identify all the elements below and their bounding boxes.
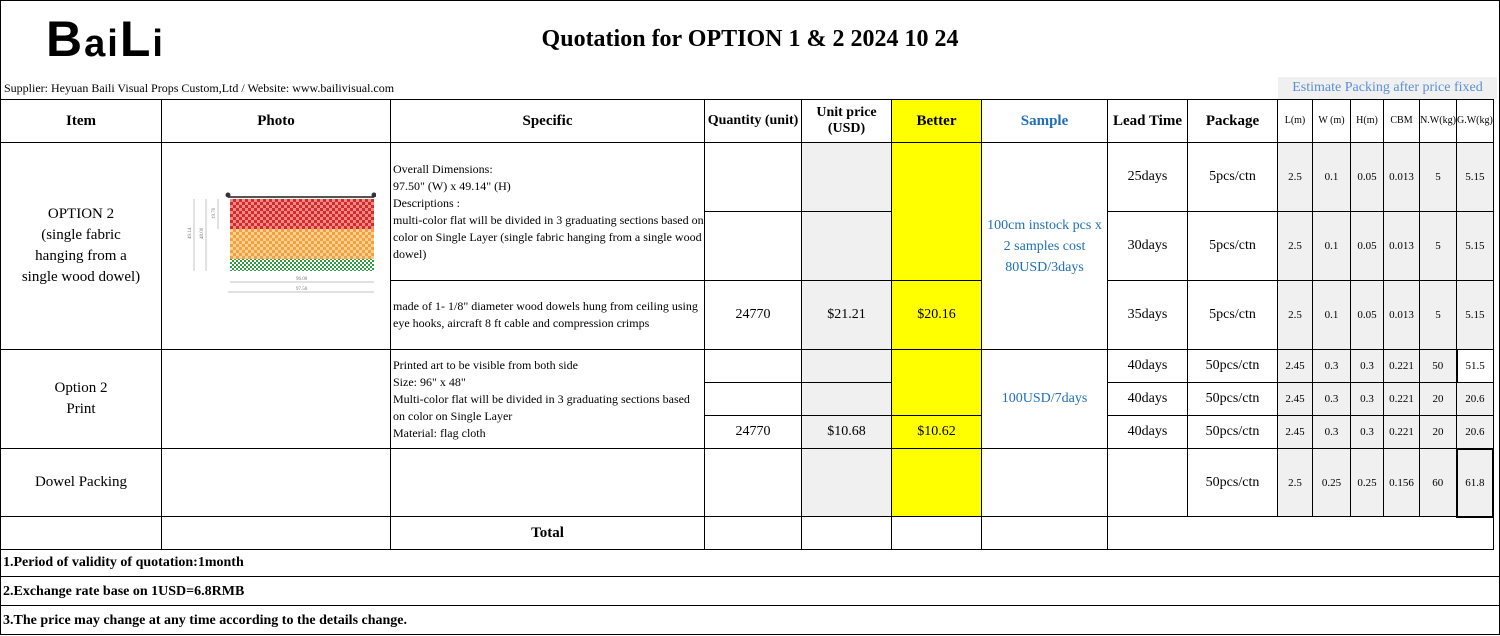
nw-cell: 50 — [1420, 350, 1457, 383]
item-cell: OPTION 2 (single fabric hanging from a single wood dowel) — [1, 143, 162, 350]
h-cell: 0.05 — [1351, 281, 1384, 350]
total-row — [1, 517, 1494, 550]
gw-cell: 61.8 — [1457, 449, 1494, 517]
spec-cell: Overall Dimensions: 97.50" (W) x 49.14" (H) Descriptions : multi-color flat will be divided in 3 graduating sections based on color on Single Layer (single fabric hanging from a single wood dowel) — [391, 143, 705, 281]
header-row — [1, 100, 1494, 143]
col-gw: G.W(kg) — [1457, 100, 1494, 143]
w-cell: 0.25 — [1313, 449, 1351, 517]
dim-width-flag: 96.00 — [296, 276, 308, 282]
col-specific: Specific — [391, 100, 705, 143]
quantity-cell — [705, 383, 802, 416]
cbm-cell: 0.013 — [1384, 143, 1420, 212]
spec-cell: made of 1- 1/8" diameter wood dowels hung from ceiling using eye hooks, aircraft 8 ft cable and compression crimps — [391, 281, 705, 350]
h-cell: 0.3 — [1351, 383, 1384, 416]
item-cell: Option 2 Print — [1, 350, 162, 449]
gw-cell: 5.15 — [1457, 143, 1494, 212]
cbm-cell: 0.221 — [1384, 350, 1420, 383]
gw-cell: 20.6 — [1457, 416, 1494, 449]
better-cell — [892, 449, 982, 517]
col-package: Package — [1188, 100, 1278, 143]
package-cell: 50pcs/ctn — [1188, 449, 1278, 517]
col-photo: Photo — [162, 100, 391, 143]
estimate-note: Estimate Packing after price fixed — [1278, 77, 1497, 99]
total-empty-cell — [1108, 517, 1494, 550]
gw-cell: 5.15 — [1457, 281, 1494, 350]
cbm-cell: 0.221 — [1384, 383, 1420, 416]
nw-cell: 5 — [1420, 212, 1457, 281]
page-title: Quotation for OPTION 1 & 2 2024 10 24 — [541, 26, 959, 52]
unit-price-cell: $10.68 — [802, 416, 892, 449]
lead-time-cell: 35days — [1108, 281, 1188, 350]
lead-time-cell: 25days — [1108, 143, 1188, 212]
h-cell: 0.3 — [1351, 416, 1384, 449]
col-lead-time: Lead Time — [1108, 100, 1188, 143]
lead-time-cell: 40days — [1108, 383, 1188, 416]
nw-cell: 20 — [1420, 416, 1457, 449]
quantity-cell — [705, 143, 802, 212]
w-cell: 0.1 — [1313, 281, 1351, 350]
spec-cell — [391, 449, 705, 517]
l-cell: 2.45 — [1278, 383, 1313, 416]
photo-cell — [162, 449, 391, 517]
better-cell — [892, 143, 982, 281]
table-row — [1, 350, 1494, 383]
col-better: Better — [892, 100, 982, 143]
col-nw: N.W(kg) — [1420, 100, 1457, 143]
table-row — [1, 449, 1494, 517]
package-cell: 5pcs/ctn — [1188, 212, 1278, 281]
gw-cell: 51.5 — [1457, 350, 1494, 383]
col-sample: Sample — [982, 100, 1108, 143]
gw-cell: 5.15 — [1457, 212, 1494, 281]
nw-cell: 5 — [1420, 143, 1457, 212]
supplier-info: Supplier: Heyuan Baili Visual Props Custom,Ltd / Website: www.bailivisual.com — [4, 81, 395, 95]
unit-price-cell — [802, 143, 892, 212]
total-empty-cell — [162, 517, 391, 550]
l-cell: 2.45 — [1278, 416, 1313, 449]
l-cell: 2.5 — [1278, 449, 1313, 517]
item-cell: Dowel Packing — [1, 449, 162, 517]
h-cell: 0.3 — [1351, 350, 1384, 383]
dim-height-total: 49.14 — [188, 227, 193, 239]
w-cell: 0.1 — [1313, 143, 1351, 212]
h-cell: 0.25 — [1351, 449, 1384, 517]
nw-cell: 20 — [1420, 383, 1457, 416]
col-cbm: CBM — [1384, 100, 1420, 143]
quantity-cell — [705, 212, 802, 281]
quantity-cell: 24770 — [705, 281, 802, 350]
unit-price-cell — [802, 449, 892, 517]
col-item: Item — [1, 100, 162, 143]
sample-cell — [982, 449, 1108, 517]
total-empty-cell — [705, 517, 802, 550]
quantity-cell — [705, 449, 802, 517]
nw-cell: 5 — [1420, 281, 1457, 350]
total-empty-cell — [1, 517, 162, 550]
h-cell: 0.05 — [1351, 212, 1384, 281]
unit-price-cell — [802, 212, 892, 281]
package-cell: 50pcs/ctn — [1188, 416, 1278, 449]
better-price-cell: $20.16 — [892, 281, 982, 350]
col-quantity: Quantity (unit) — [705, 100, 802, 143]
w-cell: 0.1 — [1313, 212, 1351, 281]
flag-diagram-image — [176, 184, 376, 304]
sample-cell: 100USD/7days — [982, 350, 1108, 449]
cbm-cell: 0.013 — [1384, 281, 1420, 350]
col-w: W (m) — [1313, 100, 1351, 143]
photo-cell — [162, 350, 391, 449]
unit-price-cell — [802, 350, 892, 383]
package-cell: 50pcs/ctn — [1188, 383, 1278, 416]
sample-cell: 100cm instock pcs x 2 samples cost 80USD/3days — [982, 143, 1108, 350]
unit-price-cell: $21.21 — [802, 281, 892, 350]
col-h: H(m) — [1351, 100, 1384, 143]
col-unit-price: Unit price (USD) — [802, 100, 892, 143]
lead-time-cell: 30days — [1108, 212, 1188, 281]
h-cell: 0.05 — [1351, 143, 1384, 212]
note-price-change: 3.The price may change at any time according to the details change. — [0, 606, 1500, 635]
cbm-cell: 0.013 — [1384, 212, 1420, 281]
w-cell: 0.3 — [1313, 350, 1351, 383]
w-cell: 0.3 — [1313, 416, 1351, 449]
nw-cell: 60 — [1420, 449, 1457, 517]
col-l: L(m) — [1278, 100, 1313, 143]
total-label: Total — [391, 517, 705, 550]
baili-logo: BaiLi — [46, 11, 165, 67]
gw-cell: 20.6 — [1457, 383, 1494, 416]
better-price-cell: $10.62 — [892, 416, 982, 449]
note-exchange-rate: 2.Exchange rate base on 1USD=6.8RMB — [0, 577, 1500, 606]
l-cell: 2.5 — [1278, 143, 1313, 212]
dim-height-section: 19.70 — [212, 207, 217, 219]
quotation-table — [0, 99, 1494, 550]
dim-height-flag: 48.00 — [200, 227, 205, 239]
l-cell: 2.5 — [1278, 212, 1313, 281]
total-empty-cell — [982, 517, 1108, 550]
notes-section — [0, 548, 1500, 635]
package-cell: 5pcs/ctn — [1188, 281, 1278, 350]
cbm-cell: 0.221 — [1384, 416, 1420, 449]
lead-time-cell: 40days — [1108, 350, 1188, 383]
w-cell: 0.3 — [1313, 383, 1351, 416]
total-empty-cell — [802, 517, 892, 550]
lead-time-cell — [1108, 449, 1188, 517]
note-validity: 1.Period of validity of quotation:1month — [0, 548, 1500, 577]
dim-width-total: 97.50 — [296, 286, 308, 292]
quantity-cell — [705, 350, 802, 383]
unit-price-cell — [802, 383, 892, 416]
lead-time-cell: 40days — [1108, 416, 1188, 449]
package-cell: 50pcs/ctn — [1188, 350, 1278, 383]
package-cell: 5pcs/ctn — [1188, 143, 1278, 212]
table-row — [1, 143, 1494, 212]
better-cell — [892, 350, 982, 416]
total-empty-cell — [892, 517, 982, 550]
quantity-cell: 24770 — [705, 416, 802, 449]
cbm-cell: 0.156 — [1384, 449, 1420, 517]
photo-cell — [162, 143, 391, 350]
l-cell: 2.5 — [1278, 281, 1313, 350]
l-cell: 2.45 — [1278, 350, 1313, 383]
spec-cell: Printed art to be visible from both side Size: 96" x 48" Multi-color flat will be divided in 3 graduating sections based on color on Single Layer Material: flag cloth — [391, 350, 705, 449]
